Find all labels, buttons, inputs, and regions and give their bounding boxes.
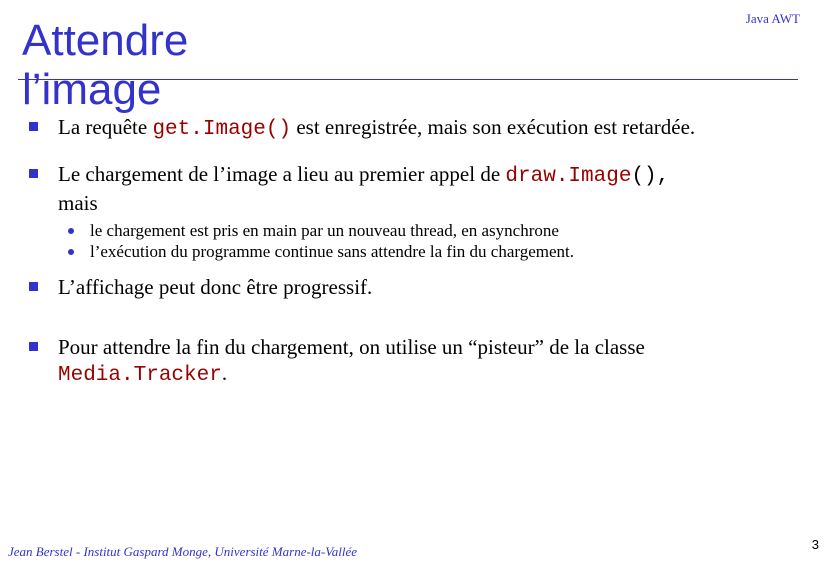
bullet-1 xyxy=(25,114,805,143)
bullet-3-text: L’affichage peut donc être progressif. xyxy=(58,275,373,299)
section-tag: Java AWT xyxy=(745,11,800,26)
sub-bullet-text: l’exécution du programme continue sans attendre la fin du chargement. xyxy=(90,242,575,261)
header-rule xyxy=(18,79,798,80)
square-bullet-icon xyxy=(29,122,38,131)
round-bullet-icon xyxy=(68,228,74,234)
square-bullet-icon xyxy=(29,342,38,351)
sub-bullet xyxy=(25,241,805,262)
slide-title xyxy=(22,16,188,114)
bullet-3 xyxy=(25,274,805,300)
bullet-4-text-after: . xyxy=(221,361,228,385)
bullet-1-code: get.Image() xyxy=(152,118,292,141)
bullet-2-code-a: draw.Image xyxy=(505,165,632,188)
slide-body xyxy=(25,114,805,389)
bullet-2-code-b: (), xyxy=(631,165,670,188)
square-bullet-icon xyxy=(29,169,38,178)
square-bullet-icon xyxy=(29,282,38,291)
slide-title-line2: l’image xyxy=(22,65,162,114)
slide-title-line1: Attendre xyxy=(22,16,189,65)
bullet-2-text-after: mais xyxy=(58,191,98,215)
bullet-4-text-before: Pour attendre la fin du chargement, on utilise un “pisteur” de la classe xyxy=(58,335,645,359)
sub-bullet-list xyxy=(25,220,805,262)
bullet-2 xyxy=(25,161,805,216)
bullet-1-text-before: La requête xyxy=(58,115,153,139)
bullet-2-text-before: Le chargement de l’image a lieu au premier appel de xyxy=(58,162,506,186)
sub-bullet-text: le chargement est pris en main par un nouveau thread, en asynchrone xyxy=(90,221,559,240)
bullet-1-text-after: est enregistrée, mais son exécution est retardée. xyxy=(291,115,696,139)
round-bullet-icon xyxy=(68,249,74,255)
footer-author: Jean Berstel - Institut Gaspard Monge, Université Marne-la-Vallée xyxy=(8,544,357,559)
page-number: 3 xyxy=(811,537,819,552)
sub-bullet xyxy=(25,220,805,241)
bullet-4-code: Media.Tracker xyxy=(58,364,222,387)
bullet-4 xyxy=(25,334,805,389)
